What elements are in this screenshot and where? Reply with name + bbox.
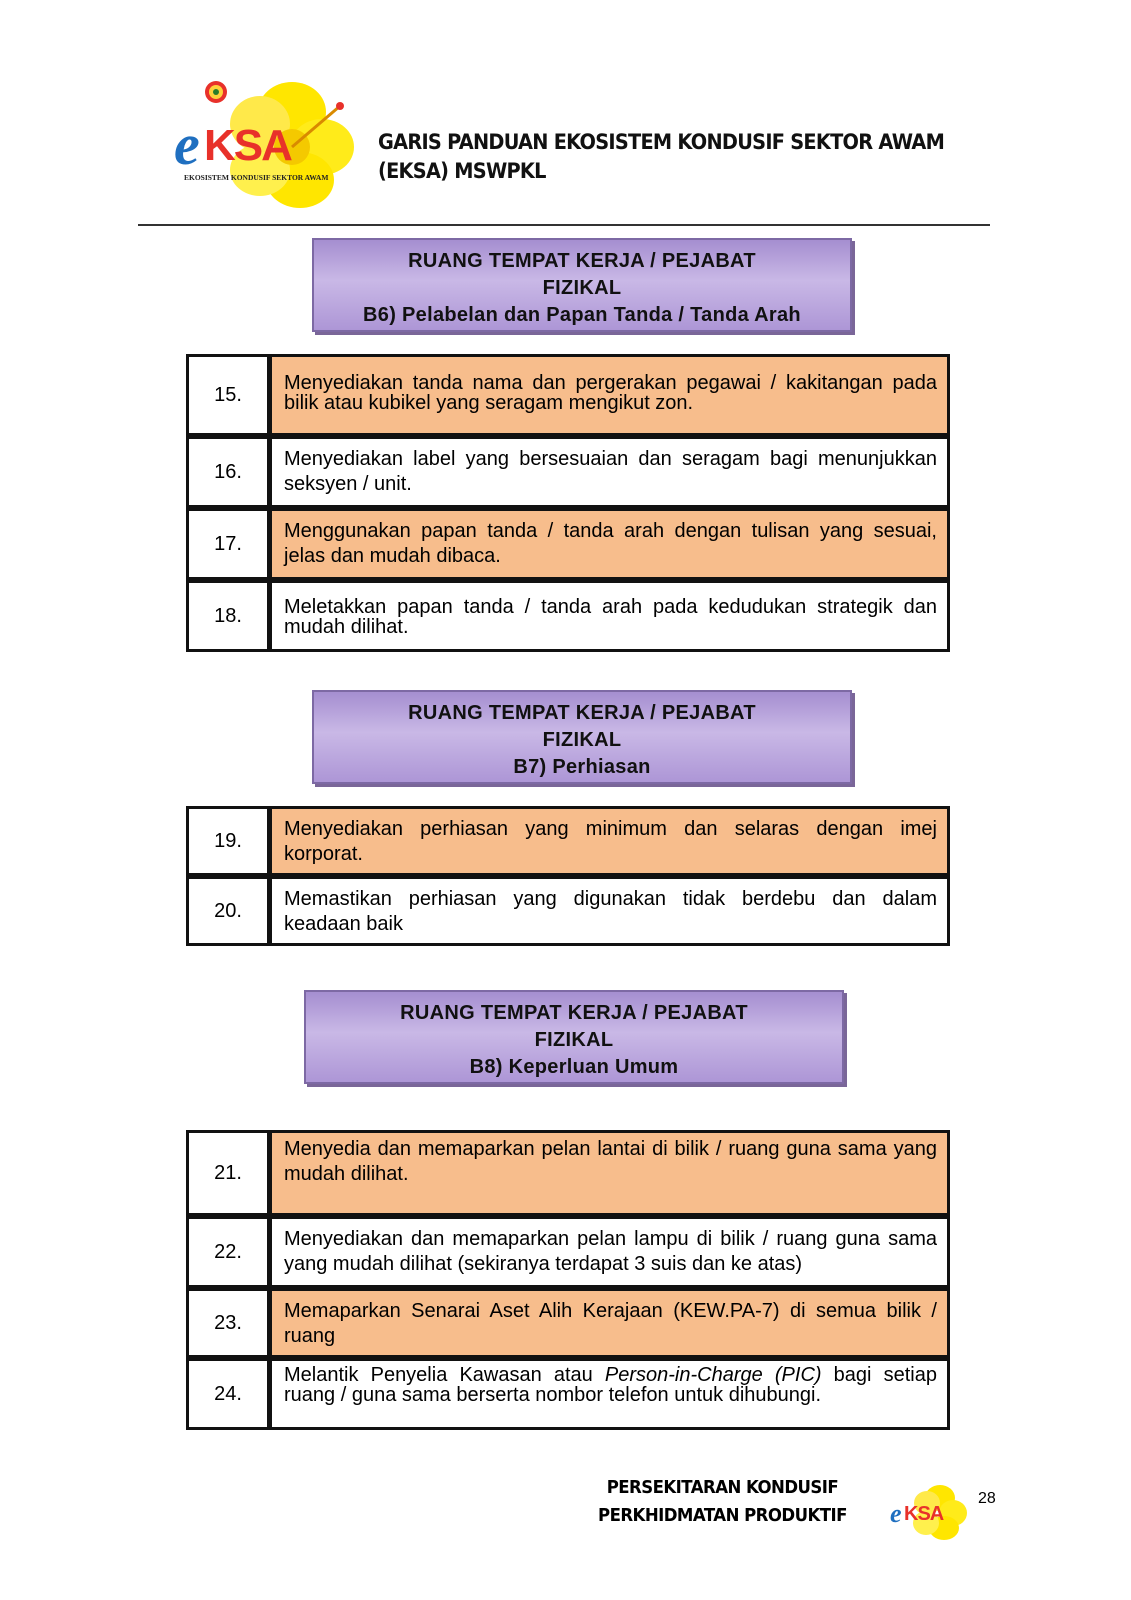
row-number: 20. — [189, 879, 267, 943]
row-number: 24. — [189, 1361, 267, 1427]
section-heading-line2: FIZIKAL — [534, 1029, 614, 1051]
table-b7 — [186, 806, 950, 946]
row-text: Menyediakan perhiasan yang minimum dan selaras dengan imej korporat. — [272, 809, 947, 873]
section-heading-line3: B6) Pelabelan dan Papan Tanda / Tanda Arah — [363, 304, 801, 326]
footer-slogan — [598, 1474, 847, 1530]
row-text: Menyediakan dan memaparkan pelan lampu di bilik / ruang guna sama yang mudah dilihat (sekiranya terdapat 3 suis dan ke atas) — [272, 1219, 947, 1285]
table-row — [189, 583, 947, 649]
row-text-after: bagi setiap ruang / guna sama berserta nombor telefon untuk dihubungi. — [284, 1364, 937, 1406]
header-divider — [138, 224, 990, 226]
crest-icon — [205, 81, 227, 103]
table-row — [189, 1361, 947, 1427]
logo-letters-ksa: KSA — [904, 1503, 944, 1525]
table-row — [189, 1219, 947, 1285]
logo-letter-e: e — [174, 112, 200, 177]
logo-letter-e: e — [890, 1499, 902, 1528]
section-heading-line2: FIZIKAL — [542, 277, 622, 299]
row-text: Memastikan perhiasan yang digunakan tidak berdebu dan dalam keadaan baik — [272, 879, 947, 943]
section-heading-line1: RUANG TEMPAT KERJA / PEJABAT — [400, 1002, 748, 1024]
table-row — [189, 439, 947, 505]
footer-line2: PERKHIDMATAN PRODUKTIF — [598, 1505, 847, 1526]
document-title-line2: (EKSA) MSWPKL — [378, 159, 546, 183]
table-row — [189, 809, 947, 873]
page-number: 28 — [978, 1490, 996, 1507]
row-text: Menggunakan papan tanda / tanda arah dengan tulisan yang sesuai, jelas dan mudah dibaca. — [272, 511, 947, 577]
section-heading-b7 — [312, 690, 852, 784]
section-heading-line1: RUANG TEMPAT KERJA / PEJABAT — [408, 250, 756, 272]
eksa-small-logo — [890, 1478, 970, 1544]
table-row — [189, 357, 947, 433]
logo-caption: EKOSISTEM KONDUSIF SEKTOR AWAM — [184, 173, 329, 182]
footer-line1: PERSEKITARAN KONDUSIF — [606, 1477, 839, 1498]
row-text-italic: Person-in-Charge (PIC) — [604, 1364, 822, 1386]
row-text: Menyediakan label yang bersesuaian dan seragam bagi menunjukkan seksyen / unit. — [272, 439, 947, 505]
row-number: 19. — [189, 809, 267, 873]
table-row — [189, 1291, 947, 1355]
table-row — [189, 1133, 947, 1213]
table-row — [189, 879, 947, 943]
row-text: Memaparkan Senarai Aset Alih Kerajaan (KEW.PA-7) di semua bilik / ruang — [272, 1291, 947, 1355]
table-row — [189, 511, 947, 577]
row-number: 17. — [189, 511, 267, 577]
row-number: 18. — [189, 583, 267, 649]
logo-letters-ksa: KSA — [204, 121, 291, 170]
eksa-logo — [172, 72, 362, 212]
row-number: 22. — [189, 1219, 267, 1285]
table-b6 — [186, 354, 950, 652]
section-heading-line2: FIZIKAL — [542, 729, 622, 751]
section-heading-b8 — [304, 990, 844, 1084]
document-title-line1: GARIS PANDUAN EKOSISTEM KONDUSIF SEKTOR AWAM — [378, 130, 945, 154]
row-text — [272, 1361, 947, 1427]
section-heading-b6 — [312, 238, 852, 332]
document-title — [378, 128, 944, 186]
row-text: Menyediakan tanda nama dan pergerakan pegawai / kakitangan pada bilik atau kubikel yang seragam mengikut zon. — [272, 357, 947, 433]
section-heading-line3: B7) Perhiasan — [513, 756, 651, 778]
row-number: 21. — [189, 1133, 267, 1213]
section-heading-line3: B8) Keperluan Umum — [469, 1056, 679, 1078]
row-text: Menyedia dan memaparkan pelan lantai di bilik / ruang guna sama yang mudah dilihat. — [272, 1133, 947, 1213]
row-number: 16. — [189, 439, 267, 505]
row-text-before: Melantik Penyelia Kawasan atau — [284, 1364, 605, 1386]
table-b8 — [186, 1130, 950, 1430]
row-text: Meletakkan papan tanda / tanda arah pada kedudukan strategik dan mudah dilihat. — [272, 583, 947, 649]
section-heading-line1: RUANG TEMPAT KERJA / PEJABAT — [408, 702, 756, 724]
row-number: 15. — [189, 357, 267, 433]
row-number: 23. — [189, 1291, 267, 1355]
